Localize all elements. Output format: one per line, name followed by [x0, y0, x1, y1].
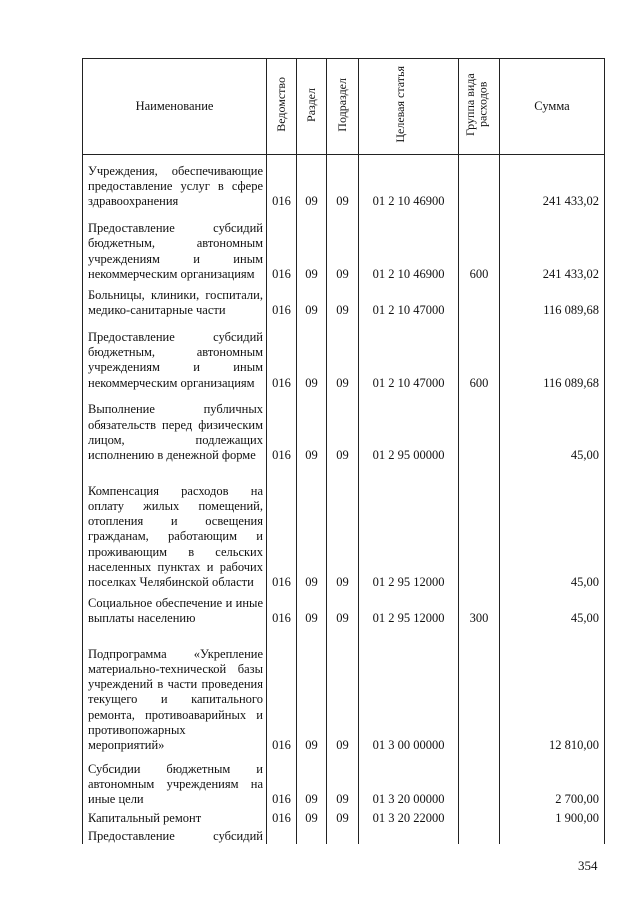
- row-summa: 45,00: [500, 391, 605, 464]
- row-summa: 2 700,00: [500, 753, 605, 807]
- row-summa: [500, 826, 605, 844]
- budget-table: [82, 58, 605, 844]
- row-summa: 45,00: [500, 590, 605, 626]
- row-gruppa: [459, 282, 500, 318]
- row-gruppa: 600: [459, 318, 500, 391]
- table-header-row: [83, 59, 605, 155]
- table-row: [83, 391, 605, 464]
- row-name: Больницы, клиники, госпитали, медико-санитарные части: [83, 282, 267, 318]
- row-podrazdel: 09: [327, 318, 359, 391]
- header-gruppa-vida-rashodov: Группа вида расходов: [459, 59, 500, 155]
- row-vedomstvo: 016: [267, 318, 297, 391]
- row-razdel: 09: [297, 590, 327, 626]
- header-tselevaya-statya: Целевая статья: [359, 59, 459, 155]
- row-statya: 01 2 10 46900: [359, 155, 459, 210]
- row-vedomstvo: 016: [267, 808, 297, 826]
- row-razdel: 09: [297, 808, 327, 826]
- row-gruppa: [459, 391, 500, 464]
- row-summa: 45,00: [500, 463, 605, 590]
- row-name: Компенсация расходов на оплату жилых помещений, отопления и освещения гражданам, работающим и проживающим в сельских населенных пунктах и рабочих поселках Челябинской области: [83, 463, 267, 590]
- header-razdel: Раздел: [297, 59, 327, 155]
- row-podrazdel: 09: [327, 155, 359, 210]
- table-row: [83, 808, 605, 826]
- row-name: Субсидии бюджетным и автономным учреждениям на иные цели: [83, 753, 267, 807]
- row-name: Предоставление субсидий бюджетным, автономным учреждениям и иным некоммерческим организациям: [83, 209, 267, 282]
- row-statya: 01 2 95 00000: [359, 391, 459, 464]
- row-vedomstvo: 016: [267, 753, 297, 807]
- row-podrazdel: 09: [327, 209, 359, 282]
- row-podrazdel: 09: [327, 626, 359, 753]
- row-summa: 241 433,02: [500, 155, 605, 210]
- row-statya: 01 2 95 12000: [359, 590, 459, 626]
- row-vedomstvo: 016: [267, 590, 297, 626]
- header-vedomstvo: Ведомство: [267, 59, 297, 155]
- row-gruppa: [459, 626, 500, 753]
- row-statya: 01 3 00 00000: [359, 626, 459, 753]
- row-summa: 1 900,00: [500, 808, 605, 826]
- row-gruppa: [459, 753, 500, 807]
- header-summa: Сумма: [500, 59, 605, 155]
- row-statya: 01 2 10 47000: [359, 318, 459, 391]
- row-gruppa: [459, 808, 500, 826]
- table-row: [83, 826, 605, 844]
- row-razdel: 09: [297, 391, 327, 464]
- row-statya: 01 2 10 47000: [359, 282, 459, 318]
- table-row: [83, 209, 605, 282]
- header-podrazdel: Подраздел: [327, 59, 359, 155]
- row-vedomstvo: 016: [267, 626, 297, 753]
- row-name: Подпрограмма «Укрепление материально-технической базы учреждений в части проведения текущего и капитального ремонта, противоаварийных и противопожарных мероприятий»: [83, 626, 267, 753]
- row-podrazdel: 09: [327, 808, 359, 826]
- row-name: Предоставление субсидий: [83, 826, 267, 844]
- row-razdel: 09: [297, 626, 327, 753]
- row-razdel: 09: [297, 463, 327, 590]
- table-row: [83, 155, 605, 210]
- row-podrazdel: 09: [327, 590, 359, 626]
- row-podrazdel: [327, 826, 359, 844]
- table-row: [83, 626, 605, 753]
- row-name: Капитальный ремонт: [83, 808, 267, 826]
- row-gruppa: [459, 463, 500, 590]
- row-statya: 01 3 20 22000: [359, 808, 459, 826]
- row-name: Предоставление субсидий бюджетным, автономным учреждениям и иным некоммерческим организациям: [83, 318, 267, 391]
- row-razdel: 09: [297, 209, 327, 282]
- table-row: [83, 590, 605, 626]
- row-vedomstvo: 016: [267, 155, 297, 210]
- row-razdel: 09: [297, 282, 327, 318]
- row-summa: 116 089,68: [500, 282, 605, 318]
- page-number: 354: [578, 858, 598, 873]
- row-summa: 241 433,02: [500, 209, 605, 282]
- table-row: [83, 463, 605, 590]
- row-razdel: 09: [297, 155, 327, 210]
- row-statya: 01 3 20 00000: [359, 753, 459, 807]
- row-vedomstvo: 016: [267, 463, 297, 590]
- row-podrazdel: 09: [327, 282, 359, 318]
- row-podrazdel: 09: [327, 391, 359, 464]
- row-statya: 01 2 10 46900: [359, 209, 459, 282]
- row-gruppa: [459, 155, 500, 210]
- table-row: [83, 753, 605, 807]
- row-summa: 116 089,68: [500, 318, 605, 391]
- row-gruppa: [459, 826, 500, 844]
- row-summa: 12 810,00: [500, 626, 605, 753]
- row-gruppa: 600: [459, 209, 500, 282]
- table-row: [83, 318, 605, 391]
- header-name: Наименование: [83, 59, 267, 155]
- row-vedomstvo: 016: [267, 282, 297, 318]
- row-razdel: 09: [297, 318, 327, 391]
- row-podrazdel: 09: [327, 463, 359, 590]
- row-statya: 01 2 95 12000: [359, 463, 459, 590]
- row-statya: [359, 826, 459, 844]
- row-podrazdel: 09: [327, 753, 359, 807]
- row-razdel: 09: [297, 753, 327, 807]
- row-name: Учреждения, обеспечивающие предоставление услуг в сфере здравоохранения: [83, 155, 267, 210]
- row-name: Выполнение публичных обязательств перед физическим лицом, подлежащих исполнению в денежной форме: [83, 391, 267, 464]
- row-gruppa: 300: [459, 590, 500, 626]
- row-vedomstvo: 016: [267, 209, 297, 282]
- table-row: [83, 282, 605, 318]
- row-razdel: [297, 826, 327, 844]
- row-vedomstvo: [267, 826, 297, 844]
- row-vedomstvo: 016: [267, 391, 297, 464]
- row-name: Социальное обеспечение и иные выплаты населению: [83, 590, 267, 626]
